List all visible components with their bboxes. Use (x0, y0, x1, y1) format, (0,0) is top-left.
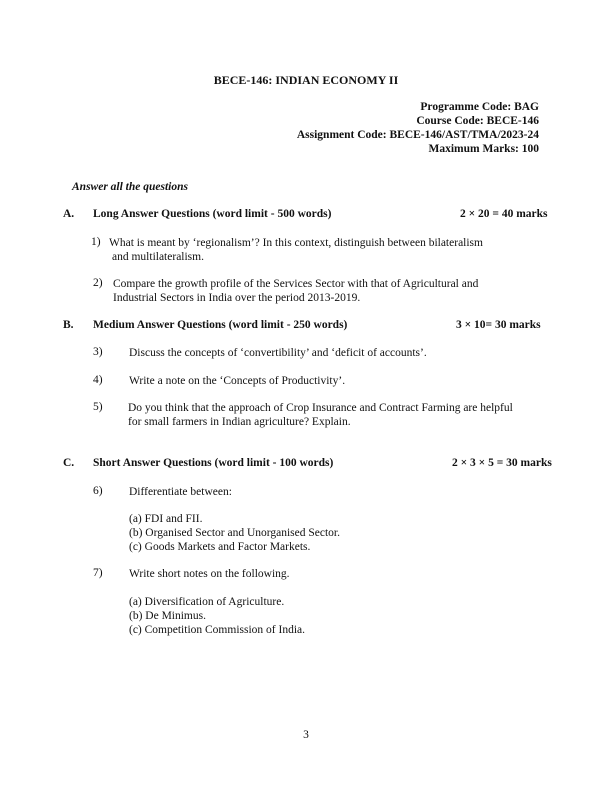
list-item: (c) Competition Commission of India. (129, 624, 305, 636)
section-title: Medium Answer Questions (word limit - 250 words) (93, 319, 348, 331)
document-title: BECE-146: INDIAN ECONOMY II (213, 73, 399, 87)
question-number: 4) (93, 374, 103, 386)
assignment-code: Assignment Code: BECE-146/AST/TMA/2023-24 (296, 129, 539, 141)
question-text: and multilateralism. (112, 251, 204, 263)
question-text: What is meant by ‘regionalism’? In this context, distinguish between bilateralism (109, 237, 483, 249)
section-title: Long Answer Questions (word limit - 500 words) (93, 208, 332, 220)
section-marks: 2 × 3 × 5 = 30 marks (452, 457, 552, 469)
list-item: (c) Goods Markets and Factor Markets. (129, 541, 311, 553)
question-text: Do you think that the approach of Crop Insurance and Contract Farming are helpful (128, 402, 513, 414)
programme-code: Programme Code: BAG (420, 101, 539, 113)
course-code: Course Code: BECE-146 (416, 115, 539, 127)
question-text: Write a note on the ‘Concepts of Productivity’. (129, 375, 346, 387)
maximum-marks: Maximum Marks: 100 (428, 143, 539, 155)
question-number: 2) (93, 277, 103, 289)
section-marks: 3 × 10= 30 marks (456, 319, 541, 331)
list-item: (a) Diversification of Agriculture. (129, 596, 285, 608)
section-title: Short Answer Questions (word limit - 100 words) (93, 457, 334, 469)
question-text: Industrial Sectors in India over the period 2013-2019. (113, 292, 361, 304)
section-letter: C. (63, 457, 75, 469)
question-text: Write short notes on the following. (129, 568, 290, 580)
question-text: Discuss the concepts of ‘convertibility’ and ‘deficit of accounts’. (129, 347, 427, 359)
question-number: 5) (93, 401, 103, 413)
question-text: Compare the growth profile of the Services Sector with that of Agricultural and (113, 278, 479, 290)
section-letter: A. (63, 208, 75, 220)
instruction-text: Answer all the questions (72, 181, 188, 193)
section-letter: B. (63, 319, 74, 331)
question-number: 3) (93, 346, 103, 358)
list-item: (b) De Minimus. (129, 610, 206, 622)
question-text: for small farmers in Indian agriculture? Explain. (128, 416, 351, 428)
question-number: 1) (91, 236, 101, 248)
section-marks: 2 × 20 = 40 marks (460, 208, 548, 220)
question-number: 7) (93, 567, 103, 579)
list-item: (b) Organised Sector and Unorganised Sector. (129, 527, 340, 539)
question-text: Differentiate between: (129, 486, 232, 498)
question-number: 6) (93, 485, 103, 497)
list-item: (a) FDI and FII. (129, 513, 203, 525)
page-number: 3 (303, 729, 309, 741)
